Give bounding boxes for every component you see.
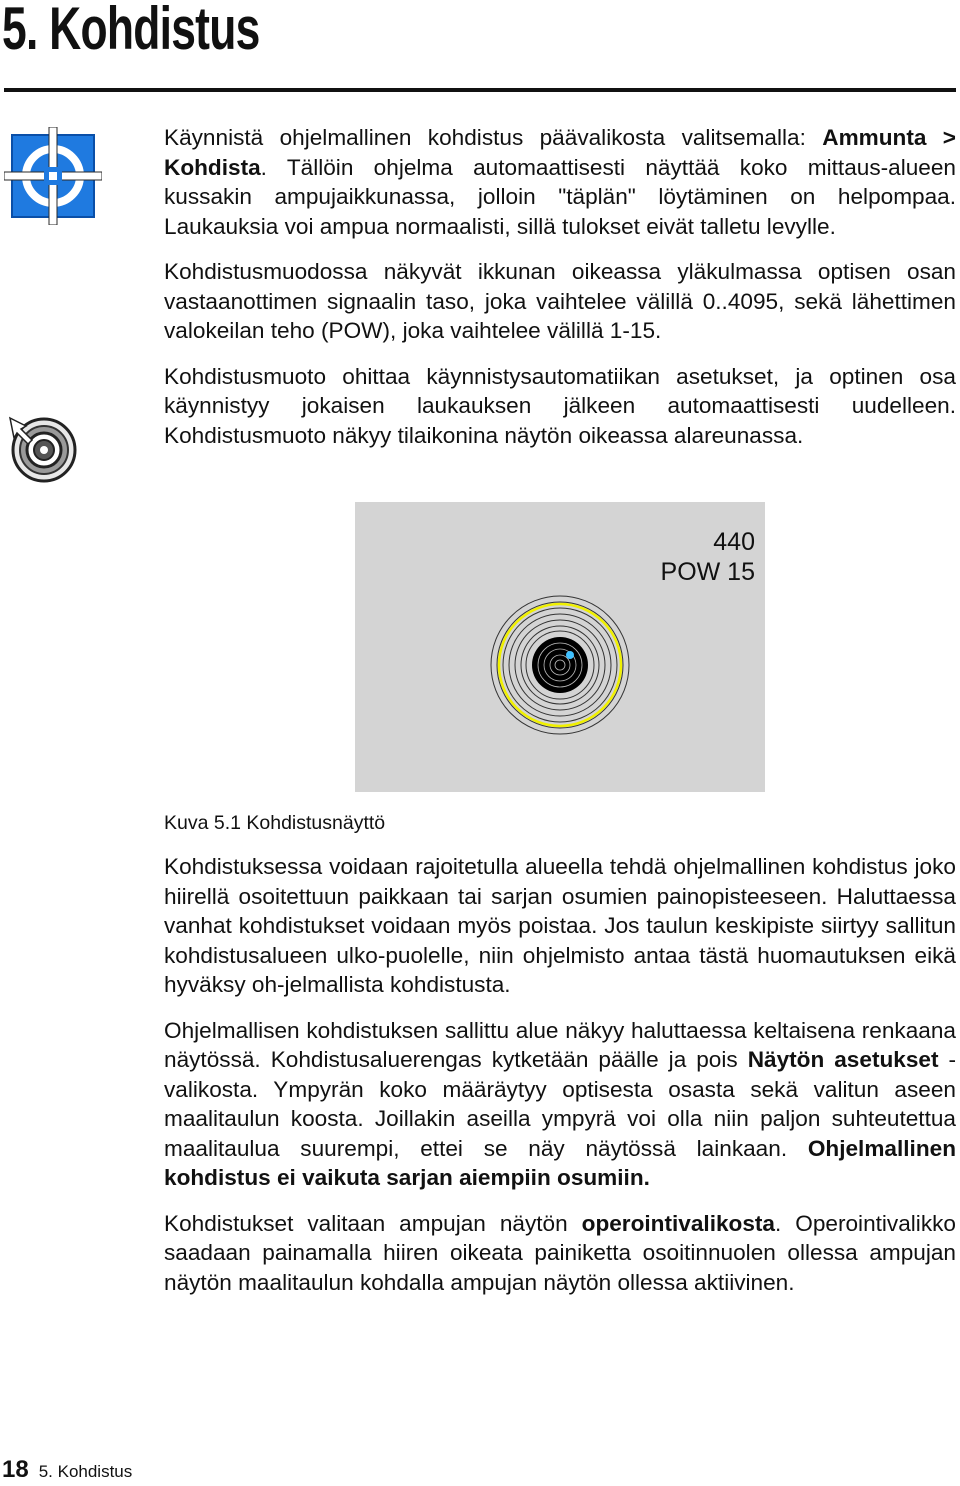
shot-hit-marker [566, 651, 574, 659]
body-text [164, 852, 956, 1313]
page-number: 18 [2, 1456, 29, 1483]
target-arrow-icon [6, 412, 78, 484]
signal-level-readout: 440 [713, 528, 755, 556]
page-footer [2, 1456, 132, 1484]
menu-name-operation: operointivalikosta [581, 1210, 775, 1236]
figure-caption: Kuva 5.1 Kohdistusnäyttö [164, 812, 386, 834]
title-rule [4, 88, 956, 92]
menu-name-display-settings: Näytön asetukset [747, 1047, 939, 1072]
alignment-screen-figure [355, 502, 765, 792]
intro-text [164, 123, 956, 466]
paragraph-alignment-mode: Kohdistusmuodossa näkyvät ikkunan oikeassa yläkulmassa optisen osan vastaanottimen signaalin taso, joka vaihtelee välillä 0..4095, sekä lähettimen valokeilan teho (POW), joka vaihtelee välillä 1-15. [164, 259, 956, 343]
footer-chapter-label: 5. Kohdistus [38, 1462, 133, 1481]
chapter-title: 5. Kohdistus [2, 0, 260, 62]
paragraph-start-alignment: Käynnistä ohjelmallinen kohdistus päävalikosta valitsemalla: Ammunta > Kohdista. Tällöin ohjelma automaattisesti näyttää koko mittaus-alueen kussakin ampujaikkunassa, jolloin "täplän" löytäminen on helpompaa. Laukauksia voi ampua normaalisti, sillä tulokset eivät talletu levylle. [164, 125, 956, 239]
paragraph-mode-behaviour: Kohdistusmuoto ohittaa käynnistysautomatiikan asetukset, ja optinen osa käynnistyy jokaisen laukauksen jälkeen automaattisesti uudelleen. Kohdistusmuoto näkyy tilaikonina näytön oikeassa alareunassa. [164, 363, 956, 448]
paragraph-allowed-area: Ohjelmallisen kohdistuksen sallittu alue näkyy haluttaessa keltaisena renkaana näytössä. Kohdistusaluerengas kytketään päälle ja pois Näytön asetukset -valikosta. Ympyrän koko määräytyy optisesta osasta sekä valitun aseen maalitaulun koosta. Joillakin aseilla ympyrä voi olla niin paljon suhteutettua maalitaulua suurempi, ettei se näy näytössä lainkaan. Ohjelmallinen kohdistus ei vaikuta sarjan aiempiin osumiin. [164, 1017, 957, 1190]
paragraph-operation-menu: Kohdistukset valitaan ampujan näytön operointivalikosta. Operointivalikko saadaan painamalla hiiren oikeata painiketta osoitinnuolen ollessa ampujan näytön maalitaulun kohdalla ampujan näytön ollessa aktiivinen. [164, 1210, 956, 1295]
paragraph-software-alignment: Kohdistuksessa voidaan rajoitetulla alueella tehdä ohjelmallinen kohdistus joko hiirellä osoitettuun paikkaan tai sarjan osumien painopisteeseen. Haluttaessa vanhat kohdistukset voidaan myös poistaa. Jos taulun keskipiste siirtyy sallitun kohdistusalueen ulko-puolelle, niin ohjelmisto antaa tästä huomautuksen eikä hyväksy oh-jelmallista kohdistusta. [164, 854, 956, 997]
crosshair-icon [4, 127, 102, 225]
pow-readout: POW 15 [660, 558, 755, 586]
menu-path: Ammunta > Kohdista [164, 125, 956, 180]
important-note: Ohjelmallinen kohdistus ei vaikuta sarjan aiempiin osumiin. [164, 1135, 956, 1190]
